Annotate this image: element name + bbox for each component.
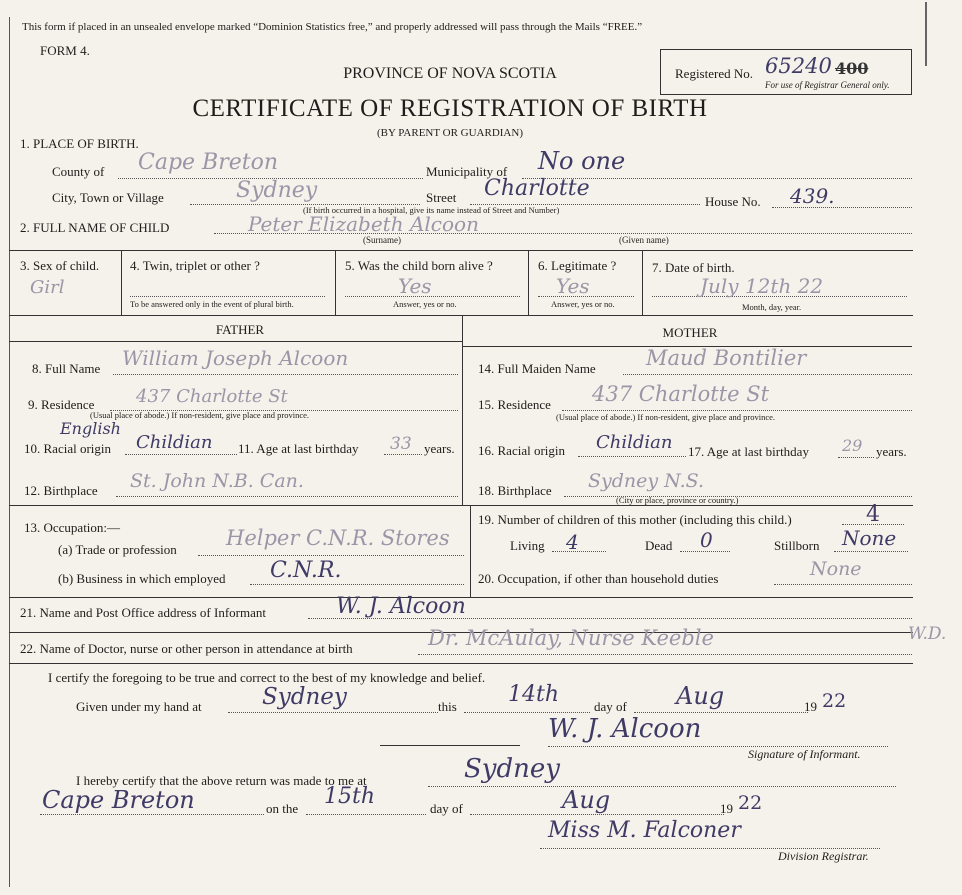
given-year-prefix: 19: [804, 699, 817, 714]
mother-age-label: 17. Age at last birthday: [688, 444, 809, 459]
county-value: Cape Breton: [138, 150, 279, 175]
given-day-of-label: day of: [594, 699, 627, 714]
father-racial-line: [125, 454, 237, 455]
street-value: Charlotte: [484, 176, 590, 201]
mother-residence-note: (Usual place of abode.) If non-resident, give place and province.: [556, 412, 776, 422]
registrar-month-line: [470, 814, 724, 815]
given-year-value: 22: [822, 690, 847, 712]
doctor-line: [418, 654, 912, 655]
occupation-other-label: 20. Occupation, if other than household duties: [478, 571, 719, 586]
doctor-bottom-border: [9, 663, 913, 664]
business-line: [250, 584, 464, 585]
mother-racial-value: Childian: [596, 432, 673, 453]
father-residence-value: 437 Charlotte St: [136, 386, 288, 407]
row3-divider-3: [528, 250, 529, 315]
mother-birthplace-note: (City or place, province or country.): [616, 495, 739, 505]
father-residence-note: (Usual place of abode.) If non-resident, give place and province.: [90, 410, 310, 420]
alive-value: Yes: [398, 274, 432, 298]
father-age-value: 33: [390, 434, 412, 454]
registrar-signature-caption: Division Registrar.: [778, 849, 869, 863]
row3-top-border: [9, 250, 913, 251]
business-value: C.N.R.: [270, 558, 342, 583]
county-label: County of: [52, 164, 105, 179]
mail-notice: This form if placed in an unsealed envelope marked “Dominion Statistics free,” and properly addressed will pass through the Mails “FREE.”: [22, 21, 643, 33]
parents-bottom-border: [9, 505, 913, 506]
registrar-on-the-label: on the: [266, 801, 299, 816]
sex-value: Girl: [30, 277, 65, 298]
row3-divider-4: [642, 250, 643, 315]
given-name-caption: (Given name): [619, 235, 669, 245]
doctor-label: 22. Name of Doctor, nurse or other person in attendance at birth: [20, 641, 353, 656]
given-this-label: this: [438, 699, 457, 714]
mother-age-value: 29: [842, 436, 863, 455]
alive-line: [345, 296, 520, 297]
given-under-hand-label: Given under my hand at: [76, 699, 202, 714]
father-racial-label: 10. Racial origin: [24, 441, 112, 456]
father-birthplace-value: St. John N.B. Can.: [130, 470, 304, 492]
father-name-value: William Joseph Alcoon: [122, 346, 349, 370]
mother-age-line: [838, 457, 874, 458]
children-count-label: 19. Number of children of this mother (including this child.): [478, 512, 792, 527]
mother-racial-label: 16. Racial origin: [478, 443, 566, 458]
place-of-birth-heading: 1. PLACE OF BIRTH.: [20, 136, 139, 151]
mother-racial-line: [578, 456, 686, 457]
living-label: Living: [510, 538, 545, 553]
registered-label: Registered No.: [675, 66, 753, 81]
registered-struck-number: 400: [835, 59, 869, 78]
registrar-county-value: Cape Breton: [42, 786, 195, 814]
city-label: City, Town or Village: [52, 190, 164, 205]
child-name-heading: 2. FULL NAME OF CHILD: [20, 220, 170, 235]
doctor-note: W.D.: [908, 624, 947, 644]
father-name-label: 8. Full Name: [32, 361, 101, 376]
mother-residence-value: 437 Charlotte St: [592, 382, 770, 406]
mother-residence-label: 15. Residence: [478, 397, 551, 412]
registrar-county-line: [40, 814, 264, 815]
registrar-day-value: 15th: [324, 784, 376, 809]
stillborn-line: [834, 551, 908, 552]
registrar-year-value: 22: [738, 792, 763, 814]
mother-name-value: Maud Bontilier: [646, 346, 807, 370]
mother-name-label: 14. Full Maiden Name: [478, 361, 596, 376]
form-number: FORM 4.: [40, 43, 90, 58]
stillborn-value: None: [842, 526, 897, 550]
registrar-day-of-label: day of: [430, 801, 463, 816]
father-racial-value: Childian: [136, 432, 213, 453]
registrar-place-line: [428, 786, 896, 787]
city-value: Sydney: [236, 178, 318, 203]
row3-bottom-border: [9, 315, 913, 316]
trade-label: (a) Trade or profession: [58, 542, 177, 557]
municipality-label: Municipality of: [426, 164, 508, 179]
municipality-value: No one: [538, 147, 626, 175]
twin-line: [130, 296, 325, 297]
father-years-label: years.: [424, 441, 455, 456]
province-heading: PROVINCE OF NOVA SCOTIA: [343, 65, 557, 82]
registrar-signature: Miss M. Falconer: [548, 818, 741, 843]
legitimate-value: Yes: [556, 274, 590, 298]
mother-name-line: [623, 374, 912, 375]
surname-caption: (Surname): [363, 235, 401, 245]
father-heading: FATHER: [215, 322, 265, 337]
document-title: CERTIFICATE OF REGISTRATION OF BIRTH: [192, 95, 708, 122]
given-day-line: [464, 712, 590, 713]
document-subtitle: (BY PARENT OR GUARDIAN): [377, 127, 523, 139]
alive-label: 5. Was the child born alive ?: [345, 258, 493, 273]
occupation-other-line: [774, 584, 912, 585]
certification-statement: I certify the foregoing to be true and correct to the best of my knowledge and belief.: [48, 670, 486, 685]
trade-line: [198, 555, 464, 556]
house-label: House No.: [705, 194, 761, 209]
twin-note: To be answered only in the event of plural birth.: [130, 299, 294, 309]
registrar-year-prefix: 19: [720, 801, 733, 816]
business-label: (b) Business in which employed: [58, 571, 226, 586]
date-of-birth-note: Month, day, year.: [742, 302, 802, 312]
dead-label: Dead: [645, 538, 673, 553]
given-place-line: [228, 712, 438, 713]
registrar-place-value: Sydney: [464, 754, 560, 784]
occupation-divider: [470, 505, 471, 597]
father-racial-note: English: [60, 419, 121, 438]
father-name-line: [113, 374, 458, 375]
registered-note: For use of Registrar General only.: [765, 80, 890, 90]
father-age-label: 11. Age at last birthday: [238, 441, 359, 456]
informant-signature-caption: Signature of Informant.: [748, 747, 861, 761]
father-birthplace-line: [116, 496, 458, 497]
house-value: 439.: [790, 184, 835, 208]
trade-value: Helper C.N.R. Stores: [226, 526, 450, 550]
mother-years-label: years.: [876, 444, 907, 459]
dead-value: 0: [700, 528, 713, 552]
parents-divider: [462, 315, 463, 505]
children-count-value: 4: [866, 502, 880, 527]
twin-label: 4. Twin, triplet or other ?: [130, 258, 260, 273]
date-of-birth-value: July 12th 22: [700, 274, 824, 298]
occupation-heading: 13. Occupation:—: [24, 520, 121, 535]
legitimate-note: Answer, yes or no.: [551, 299, 615, 309]
informant-value: W. J. Alcoon: [336, 594, 466, 619]
mother-residence-line: [562, 410, 912, 411]
father-birthplace-label: 12. Birthplace: [24, 483, 98, 498]
stillborn-label: Stillborn: [774, 538, 820, 553]
doctor-value: Dr. McAulay, Nurse Keeble: [428, 626, 714, 650]
row3-divider-1: [121, 250, 122, 315]
informant-signature: W. J. Alcoon: [548, 714, 702, 744]
occupation-other-value: None: [810, 558, 862, 580]
living-line: [552, 551, 606, 552]
father-heading-rule: [9, 341, 462, 342]
street-label: Street: [426, 190, 457, 205]
row3-divider-2: [335, 250, 336, 315]
mother-heading: MOTHER: [662, 325, 718, 340]
signature-dash: [380, 745, 520, 746]
date-of-birth-label: 7. Date of birth.: [652, 260, 735, 275]
father-residence-label: 9. Residence: [28, 397, 95, 412]
given-place-value: Sydney: [262, 684, 347, 710]
child-name-value: Peter Elizabeth Alcoon: [248, 212, 479, 236]
given-month-value: Aug: [676, 682, 725, 710]
street-note: (If birth occurred in a hospital, give its name instead of Street and Number): [303, 205, 560, 215]
alive-note: Answer, yes or no.: [393, 299, 457, 309]
pen-mark: [925, 2, 927, 66]
registrar-statement: I hereby certify that the above return was made to me at: [76, 773, 367, 788]
given-day-value: 14th: [508, 682, 560, 707]
father-age-line: [384, 454, 422, 455]
mother-birthplace-label: 18. Birthplace: [478, 483, 552, 498]
registrar-day-line: [306, 814, 426, 815]
registered-number: 65240: [765, 54, 832, 78]
given-month-line: [634, 712, 808, 713]
informant-label: 21. Name and Post Office address of Informant: [20, 605, 266, 620]
mother-birthplace-value: Sydney N.S.: [588, 470, 704, 492]
registrar-month-value: Aug: [562, 786, 611, 814]
living-value: 4: [566, 530, 579, 554]
legitimate-label: 6. Legitimate ?: [538, 258, 617, 273]
sex-label: 3. Sex of child.: [20, 258, 100, 273]
